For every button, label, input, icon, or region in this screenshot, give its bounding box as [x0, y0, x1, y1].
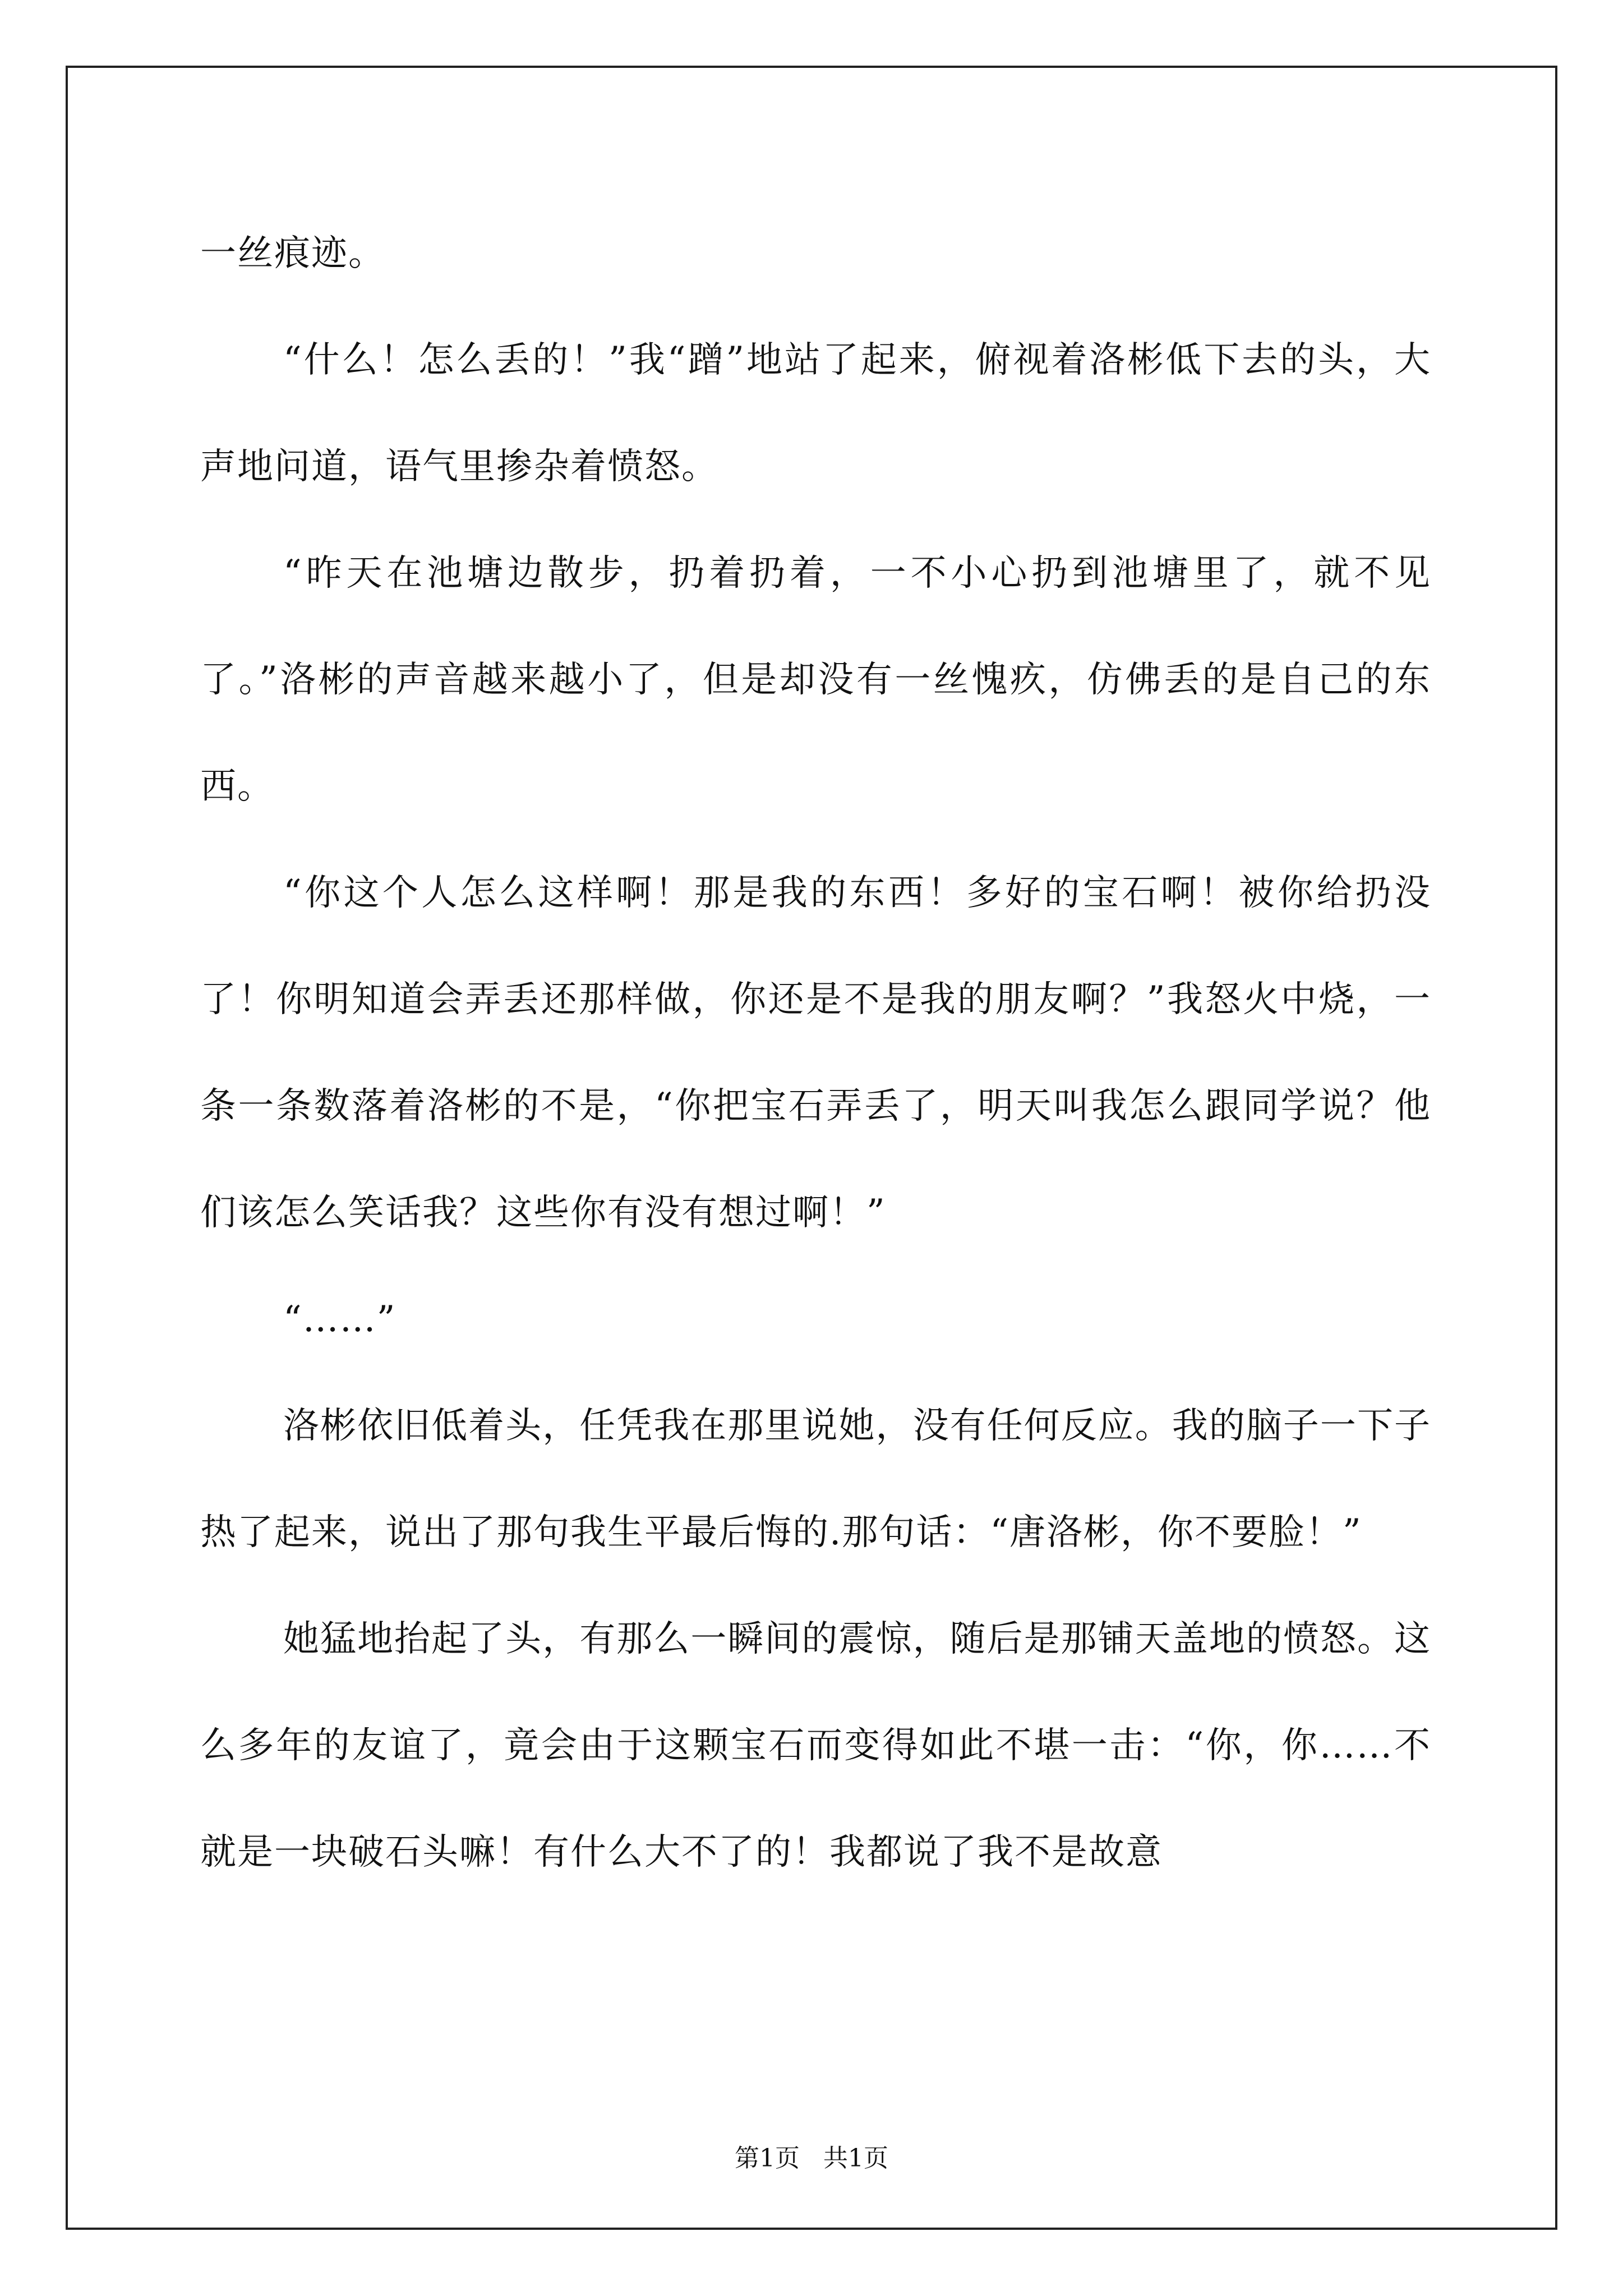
paragraph-7: 她猛地抬起了头，有那么一瞬间的震惊，随后是那铺天盖地的愤怒。这么多年的友谊了，竟会由于这颗宝石而变得如此不堪一击：“你，你……不就是一块破石头嘛！有什么大不了的！我都说了我不是故意 [200, 1618, 1431, 1873]
paragraph-2: “什么！怎么丢的！”我“蹭”地站了起来，俯视着洛彬低下去的头，大声地问道，语气里掺杂着愤怒。 [200, 339, 1431, 487]
paragraph-4: “你这个人怎么这样啊！那是我的东西！多好的宝石啊！被你给扔没了！你明知道会弄丢还那样做，你还是不是我的朋友啊？”我怒火中烧，一条一条数落着洛彬的不是，“你把宝石弄丢了，明天叫我怎么跟同学说？他们该怎么笑话我？这些你有没有想过啊！” [200, 872, 1431, 1234]
page-number-footer: 第1页 共1页 [735, 2144, 888, 2173]
paragraph-5: “……” [283, 1299, 396, 1340]
paragraph-1: 一丝痕迹。 [200, 233, 385, 274]
paragraph-6: 洛彬依旧低着头，任凭我在那里说她，没有任何反应。我的脑子一下子热了起来，说出了那句我生平最后悔的.那句话：“唐洛彬，你不要脸！” [200, 1405, 1431, 1553]
document-body [200, 200, 1431, 1906]
paragraph-3: “昨天在池塘边散步，扔着扔着，一不小心扔到池塘里了，就不见了。”洛彬的声音越来越小了，但是却没有一丝愧疚，仿佛丢的是自己的东西。 [200, 553, 1431, 807]
